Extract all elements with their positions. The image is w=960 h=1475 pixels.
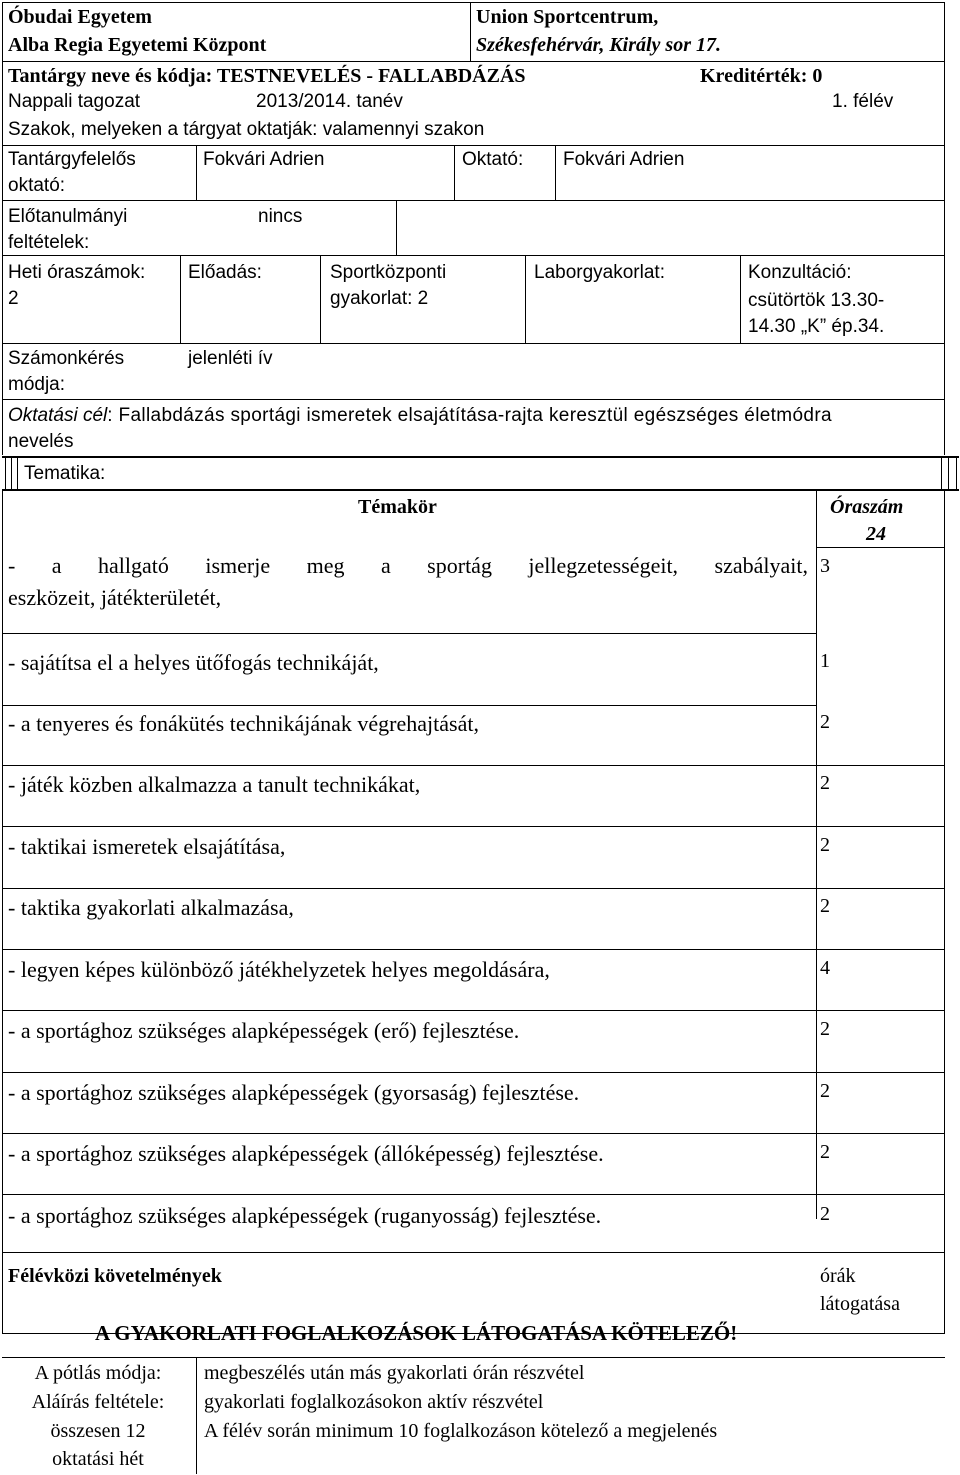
exam-value: jelenléti ív [188, 348, 273, 369]
weeks-label: összesen 12 [50, 1420, 146, 1442]
consultation-time: csütörtök 13.30- [748, 290, 885, 311]
majors-line: Szakok, melyeken a tárgyat oktatják: valamennyi szakon [8, 119, 485, 140]
attendance-notice: A GYAKORLATI FOGLALKOZÁSOK LÁTOGATÁSA KÖTELEZŐ! [95, 1321, 738, 1345]
practice-value: gyakorlat: 2 [330, 288, 429, 309]
tematika-label: Tematika: [24, 463, 106, 484]
topic-hours: 2 [820, 1018, 830, 1040]
consultation-label: Konzultáció: [748, 262, 852, 283]
topic-hours: 2 [820, 895, 830, 917]
weeks-value: A félév során minimum 10 foglalkozáson kötelező a megjelenés [204, 1420, 718, 1442]
goal-line [8, 404, 832, 428]
responsible-label-2: oktató: [8, 175, 66, 196]
retake-label: A pótlás módja: [34, 1362, 162, 1384]
lab-label: Laborgyakorlat: [534, 262, 665, 283]
topic-text: - a hallgató ismerje meg a sportág jellegzetességeit, szabályait, [8, 553, 808, 578]
topic-hours: 3 [820, 555, 830, 577]
weeks-label-2: oktatási hét [52, 1448, 144, 1470]
responsible-label: Tantárgyfelelős [8, 149, 136, 170]
topic-text: - a sportághoz szükséges alapképességek (ruganyosság) fejlesztése. [8, 1203, 602, 1228]
responsible-name: Fokvári Adrien [203, 149, 325, 170]
topic-hours: 2 [820, 772, 830, 794]
topic-column-header: Témakör [358, 496, 437, 518]
topic-hours: 2 [820, 1141, 830, 1163]
topic-hours: 2 [820, 1080, 830, 1102]
academic-year: 2013/2014. tanév [256, 91, 403, 112]
topic-hours: 2 [820, 1203, 830, 1225]
goal-text: : Fallabdázás sportági ismeretek elsajátítása-rajta keresztül egészséges életmódra [107, 405, 832, 426]
consultation-place: 14.30 „K” ép.34. [748, 316, 885, 337]
topic-hours: 4 [820, 957, 830, 979]
venue-address: Székesfehérvár, Király sor 17. [476, 34, 721, 56]
topic-text: - a sportághoz szükséges alapképességek (erő) fejlesztése. [8, 1018, 520, 1043]
retake-value: megbeszélés után más gyakorlati órán részvétel [204, 1362, 585, 1384]
topic-hours: 2 [820, 711, 830, 733]
university-name: Óbudai Egyetem [8, 6, 152, 28]
prereq-label-2: feltételek: [8, 232, 90, 253]
weekly-hours-label: Heti óraszámok: [8, 262, 146, 283]
hours-total: 24 [866, 523, 886, 545]
topic-text: - a sportághoz szükséges alapképességek (gyorsaság) fejlesztése. [8, 1080, 580, 1105]
topic-text: - sajátítsa el a helyes ütőfogás technikáját, [8, 650, 379, 675]
goal-text-2: nevelés [8, 431, 74, 452]
topic-text: - taktika gyakorlati alkalmazása, [8, 895, 294, 920]
credit-value: Kreditérték: 0 [700, 65, 823, 87]
weekly-hours-value: 2 [8, 288, 19, 309]
teacher-name: Fokvári Adrien [563, 149, 685, 170]
prereq-label: Előtanulmányi [8, 206, 128, 227]
hours-column-header: Óraszám [830, 496, 904, 518]
exam-label-2: módja: [8, 374, 66, 395]
topic-text: - legyen képes különböző játékhelyzetek helyes megoldására, [8, 957, 550, 982]
topic-text: - taktikai ismeretek elsajátítása, [8, 834, 286, 859]
topic-text: - a sportághoz szükséges alapképességek (állóképesség) fejlesztése. [8, 1141, 604, 1166]
signature-label: Aláírás feltétele: [31, 1391, 165, 1413]
semester: 1. félév [832, 91, 894, 112]
topic-text-2: eszközeit, játékterületét, [8, 585, 222, 610]
practice-label: Sportközponti [330, 262, 447, 283]
prereq-value: nincs [258, 206, 303, 227]
topic-hours: 2 [820, 834, 830, 856]
lecture-label: Előadás: [188, 262, 262, 283]
goal-label: Oktatási cél [8, 405, 108, 426]
requirements-title: Félévközi követelmények [8, 1265, 222, 1287]
topic-text: - a tenyeres és fonákütés technikájának végrehajtását, [8, 711, 479, 736]
requirements-attendance: órák [820, 1265, 856, 1287]
study-mode: Nappali tagozat [8, 91, 141, 112]
subject-title: Tantárgy neve és kódja: TESTNEVELÉS - FALLABDÁZÁS [8, 65, 526, 87]
topic-hours: 1 [820, 650, 830, 672]
exam-label: Számonkérés [8, 348, 125, 369]
signature-value: gyakorlati foglalkozásokon aktív részvétel [204, 1391, 544, 1413]
requirements-attendance-2: látogatása [820, 1293, 900, 1315]
center-name: Alba Regia Egyetemi Központ [8, 34, 267, 56]
topic-text: - játék közben alkalmazza a tanult technikákat, [8, 772, 421, 797]
teacher-label: Oktató: [462, 149, 524, 170]
venue-name: Union Sportcentrum, [476, 6, 659, 28]
